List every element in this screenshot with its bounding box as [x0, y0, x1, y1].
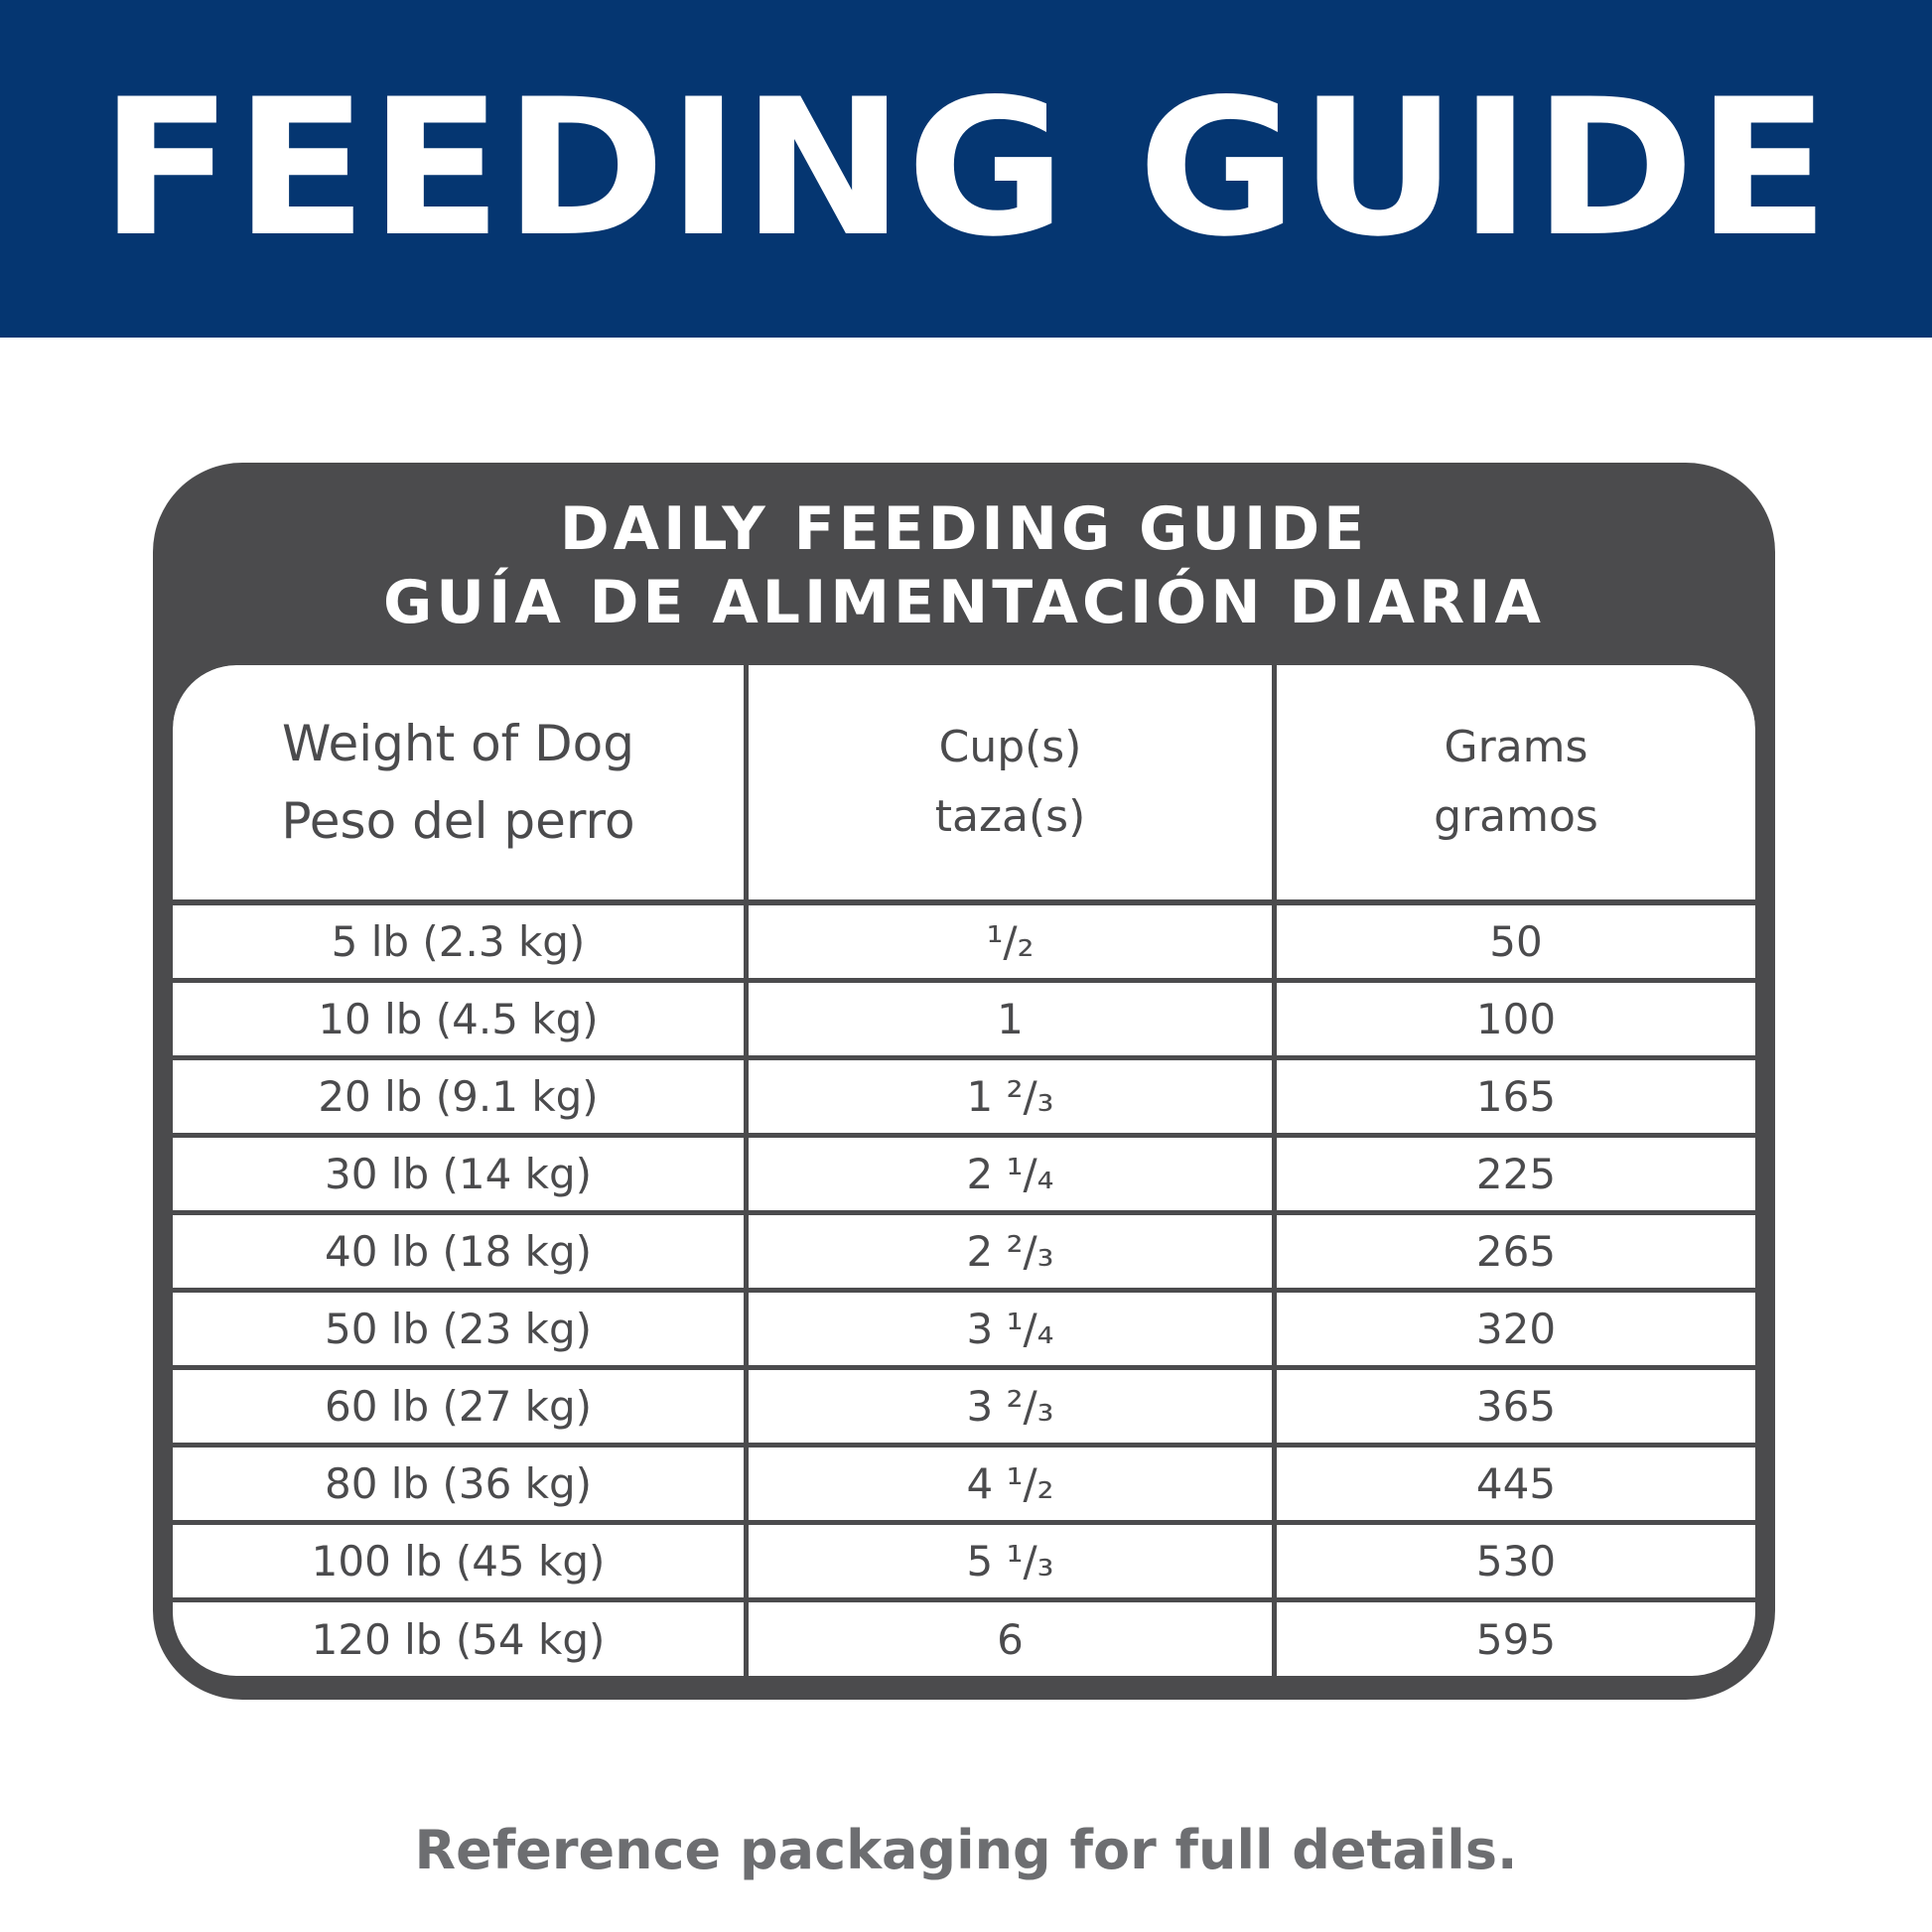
cups-cell: 4 ¹/₂: [749, 1448, 1272, 1520]
grams-cell: 265: [1277, 1215, 1755, 1288]
table-body: [173, 905, 1755, 1676]
page-title: FEEDING GUIDE: [99, 59, 1833, 278]
feeding-table: [173, 665, 1755, 1680]
table-row: [173, 1525, 1755, 1597]
grams-cell: 100: [1277, 983, 1755, 1055]
grams-cell: 50: [1277, 905, 1755, 978]
table-row: [173, 1215, 1755, 1288]
table-row: [173, 905, 1755, 978]
table-row: [173, 983, 1755, 1055]
header-grams-es: gramos: [1434, 791, 1598, 842]
grams-cell: 530: [1277, 1525, 1755, 1597]
cups-cell: ¹/₂: [749, 905, 1272, 978]
table-row: [173, 1370, 1755, 1443]
cups-cell: 2 ¹/₄: [749, 1138, 1272, 1210]
header-weight: [173, 665, 744, 899]
grams-cell: 165: [1277, 1060, 1755, 1133]
header-cups-es: taza(s): [934, 791, 1086, 842]
header-cups: [749, 665, 1272, 899]
weight-cell: 120 lb (54 kg): [173, 1602, 744, 1676]
grams-cell: 445: [1277, 1448, 1755, 1520]
grams-cell: 225: [1277, 1138, 1755, 1210]
cups-cell: 3 ¹/₄: [749, 1293, 1272, 1365]
footer-note: Reference packaging for full details.: [414, 1819, 1518, 1881]
grams-cell: 320: [1277, 1293, 1755, 1365]
cups-cell: 2 ²/₃: [749, 1215, 1272, 1288]
cups-cell: 5 ¹/₃: [749, 1525, 1272, 1597]
table-row: [173, 1602, 1755, 1676]
grams-cell: 365: [1277, 1370, 1755, 1443]
table-row: [173, 1448, 1755, 1520]
card-title-en: DAILY FEEDING GUIDE: [559, 494, 1369, 564]
grams-cell: 595: [1277, 1602, 1755, 1676]
weight-cell: 60 lb (27 kg): [173, 1370, 744, 1443]
weight-cell: 10 lb (4.5 kg): [173, 983, 744, 1055]
card-title-es: GUÍA DE ALIMENTACIÓN DIARIA: [383, 568, 1545, 637]
weight-cell: 5 lb (2.3 kg): [173, 905, 744, 978]
table-row: [173, 1138, 1755, 1210]
feeding-guide-card: [153, 463, 1775, 1700]
header-cups-en: Cup(s): [938, 722, 1082, 772]
table-row: [173, 1293, 1755, 1365]
weight-cell: 30 lb (14 kg): [173, 1138, 744, 1210]
weight-cell: 80 lb (36 kg): [173, 1448, 744, 1520]
cups-cell: 3 ²/₃: [749, 1370, 1272, 1443]
card-title: [153, 492, 1775, 639]
header-grams: [1277, 665, 1755, 899]
cups-cell: 1: [749, 983, 1272, 1055]
cups-cell: 6: [749, 1602, 1272, 1676]
title-banner: [0, 0, 1932, 338]
weight-cell: 20 lb (9.1 kg): [173, 1060, 744, 1133]
table-row: [173, 1060, 1755, 1133]
table-header-row: [173, 665, 1755, 899]
cups-cell: 1 ²/₃: [749, 1060, 1272, 1133]
header-grams-en: Grams: [1444, 722, 1588, 772]
header-weight-en: Weight of Dog: [281, 715, 634, 772]
weight-cell: 50 lb (23 kg): [173, 1293, 744, 1365]
header-weight-es: Peso del perro: [281, 792, 635, 850]
weight-cell: 100 lb (45 kg): [173, 1525, 744, 1597]
weight-cell: 40 lb (18 kg): [173, 1215, 744, 1288]
